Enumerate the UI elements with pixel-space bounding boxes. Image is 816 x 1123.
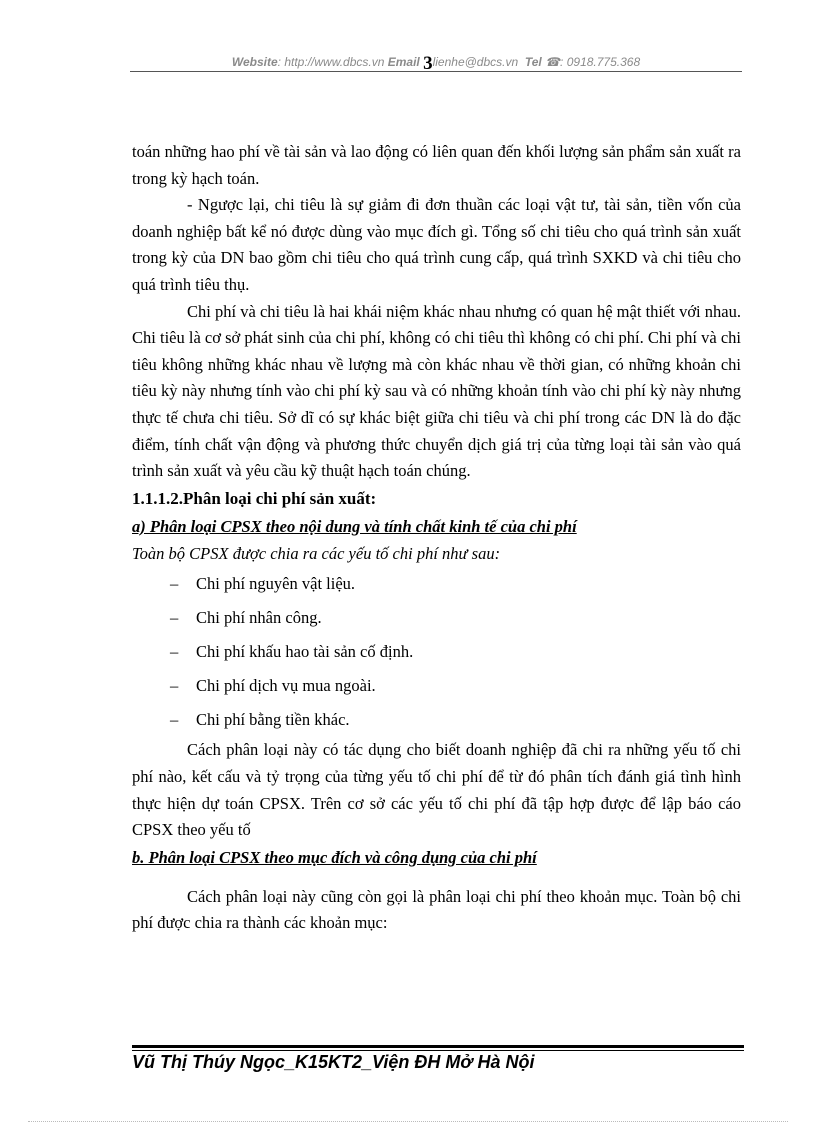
website-url[interactable]: : http://www.dbcs.vn [277,55,385,69]
page-number: 3 [423,53,433,74]
page-bottom-dotted-rule [28,1121,788,1122]
dash-bullet-icon: – [170,608,179,628]
email-address[interactable]: lienhe@dbcs.vn [432,55,519,69]
email-label: Email [387,55,420,69]
paragraph-5: Cách phân loại này cũng còn gọi là phân loại chi phí theo khoản mục. Toàn bộ chi phí được chia ra thành các khoản mục: [132,886,741,933]
dash-bullet-icon: – [170,574,179,594]
footer-author: Vũ Thị Thúy Ngọc_K15KT2_Viện ĐH Mở Hà Nội [132,1052,535,1072]
paragraph-3: Chi phí và chi tiêu là hai khái niệm khác nhau nhưng có quan hệ mật thiết với nhau. Chi tiêu là cơ sở phát sinh của chi phí, không có chi tiêu thì không có chi phí. Chi phí và chi tiêu không những khác nhau về lượng mà còn khác nhau về thời gian, có những khoản chi tiêu kỳ này nhưng tính vào chi phí kỳ sau và có những khoản tính vào chi phí kỳ này nhưng thực tế chưa chi tiêu. Sở dĩ có sự khác biệt giữa chi tiêu và chi phí trong các DN là do đặc điểm, tính chất vận động và phương thức chuyển dịch giá trị của từng loại tài sản vào quá trình sản xuất và yêu cầu kỹ thuật hạch toán chúng. [132,301,741,481]
footer-divider-thick [132,1045,744,1048]
list-item: – Chi phí nhân công. [170,601,741,635]
list-item: – Chi phí bằng tiền khác. [170,703,741,737]
subheading-b: b. Phân loại CPSX theo mục đích và công dụng của chi phí [132,847,537,867]
list-item: – Chi phí nguyên vật liệu. [170,567,741,601]
website-label: Website [231,55,278,69]
subheading-a: a) Phân loại CPSX theo nội dung và tính chất kinh tế của chi phí [132,516,577,536]
cost-factor-list [132,567,741,737]
tel-label: Tel [524,55,542,69]
footer-divider-thin [132,1050,744,1051]
dash-bullet-icon: – [170,676,179,696]
phone-icon: ☎ [545,55,561,69]
section-heading: 1.1.1.2.Phân loại chi phí sản xuất: [132,488,377,508]
dash-bullet-icon: – [170,642,179,662]
paragraph-4: Cách phân loại này có tác dụng cho biết doanh nghiệp đã chi ra những yếu tố chi phí nào, kết cấu và tỷ trọng của từng yếu tố chi phí để từ đó phân tích đánh giá tình hình thực hiện dự toán CPSX. Trên cơ sở các yếu tố chi phí đã tập hợp được để lập báo cáo CPSX theo yếu tố [132,740,741,840]
page-header [130,50,742,72]
header-divider [130,71,742,72]
list-item: – Chi phí dịch vụ mua ngoài. [170,669,741,703]
tel-number: : 0918.775.368 [560,55,641,69]
document-body [132,139,741,937]
list-item: – Chi phí khấu hao tài sản cố định. [170,635,741,669]
intro-a: Toàn bộ CPSX được chia ra các yếu tố chi phí như sau: [132,543,501,563]
paragraph-2: - Ngược lại, chi tiêu là sự giảm đi đơn thuần các loại vật tư, tài sản, tiền vốn của doanh nghiệp bất kể nó được dùng vào mục đích gì. Tổng số chi tiêu cho quá trình sản xuất trong kỳ của DN bao gồm chi tiêu cho quá trình cung cấp, quá trình SXKD và chi tiêu cho quá trình tiêu thụ. [132,195,741,294]
paragraph-1: toán những hao phí về tài sản và lao động có liên quan đến khối lượng sản phẩm sản xuất ra trong kỳ hạch toán. [132,142,741,188]
dash-bullet-icon: – [170,710,179,730]
